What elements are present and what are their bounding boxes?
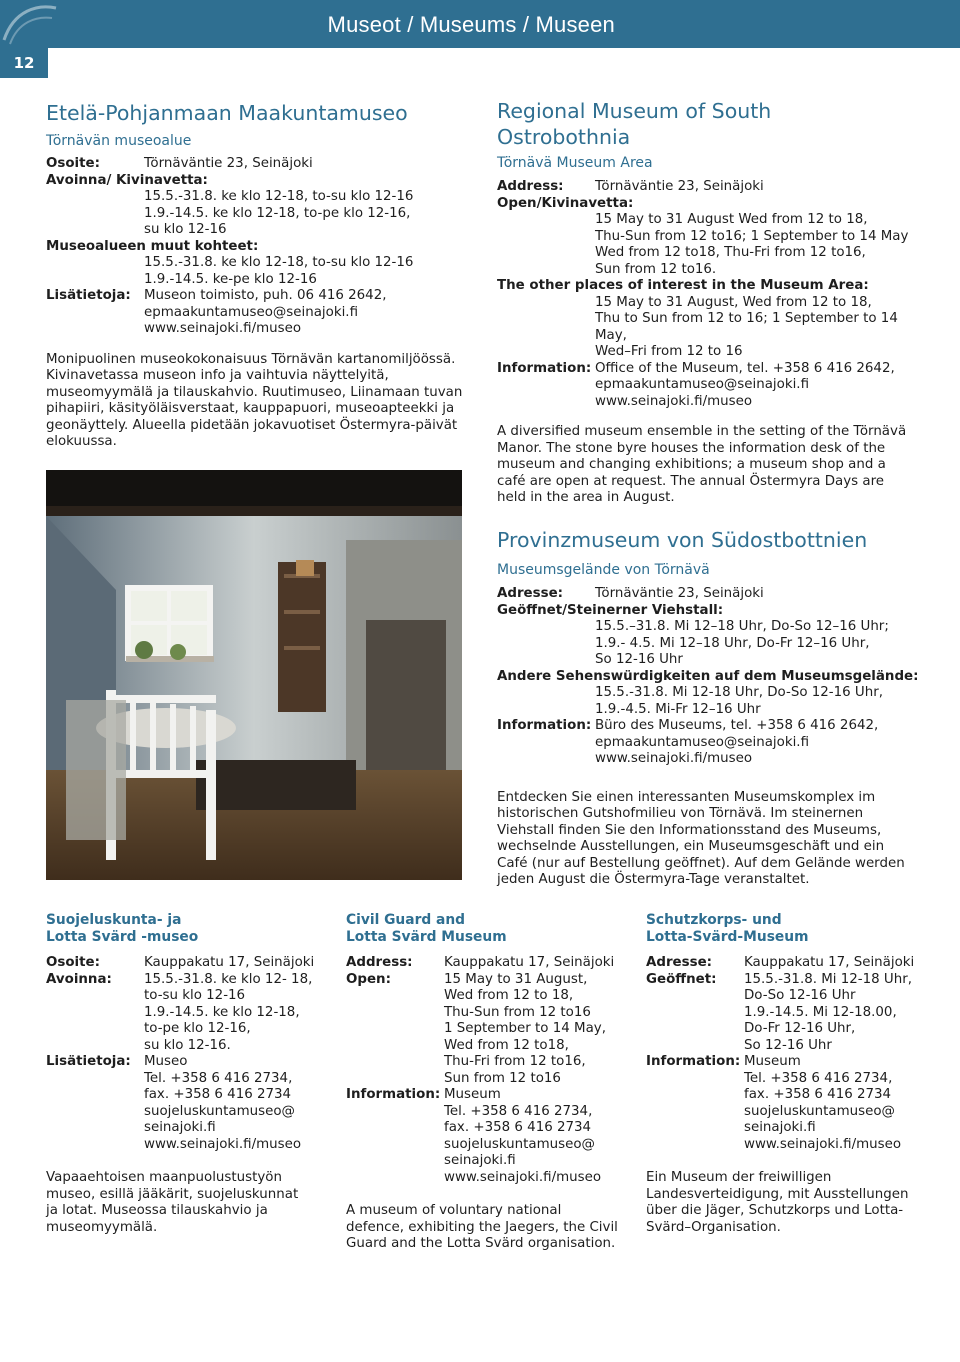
fi-main-section: [46, 100, 466, 451]
fi-info-label: Lisätietoja:: [46, 288, 131, 303]
en2-title-line: Civil Guard and: [346, 912, 466, 928]
fi2-info-line: fax. +358 6 416 2734: [144, 1087, 292, 1102]
en-other-line: 15 May to 31 August, Wed from 12 to 18,: [595, 294, 872, 310]
en2-description: A museum of voluntary national defence, exhibiting the Jaegers, the Civil Guard and the Lotta Svärd organisation.: [346, 1203, 618, 1251]
fi-info-lines: [144, 288, 466, 338]
de2-title: [646, 912, 936, 946]
fi2-title: [46, 912, 316, 946]
fi-open-line: su klo 12-16: [144, 222, 227, 237]
fi2-info-line: Museo: [144, 1054, 188, 1069]
de-other-label: Andere Sehenswürdigkeiten auf dem Museumsgelände:: [497, 668, 919, 684]
en-open-line: Thu-Sun from 12 to16; 1 September to 14 May: [595, 228, 909, 244]
en2-open-line: Wed from 12 to 18,: [444, 988, 574, 1003]
fi2-section: [46, 912, 316, 1236]
de-subtitle: Museumsgelände von Törnävä: [497, 562, 710, 578]
de-info-email-link[interactable]: epmaakuntamuseo@seinajoki.fi: [595, 734, 810, 750]
fi-other-label: Museoalueen muut kohteet:: [46, 238, 259, 254]
en2-info-line: fax. +358 6 416 2734: [444, 1120, 592, 1135]
museum-interior-image: [46, 470, 462, 880]
de2-open-line: Do-So 12-16 Uhr: [744, 988, 856, 1003]
en-open-line: Wed from 12 to18, Thu-Fri from 12 to16,: [595, 245, 866, 260]
page-title: Museot / Museums / Museen: [327, 12, 615, 37]
de-address-label: Adresse:: [497, 586, 564, 601]
en2-info-line: Museum: [444, 1087, 501, 1102]
fi2-info-label: Lisätietoja:: [46, 1054, 131, 1069]
fi2-description: Vapaaehtoisen maanpuolustustyön museo, esillä jääkärit, suojeluskunnat ja lotat. Museossa tilauskahvio ja museomyymälä.: [46, 1170, 299, 1235]
en2-info-email-link[interactable]: seinajoki.fi: [444, 1153, 516, 1168]
de-info-web-link[interactable]: www.seinajoki.fi/museo: [595, 751, 753, 766]
en2-info-lines: [444, 1087, 626, 1186]
en-info-line: Office of the Museum, tel. +358 6 416 2642,: [595, 360, 895, 376]
de-info-lines: [595, 718, 927, 768]
fi-open-line: 1.9.-14.5. ke klo 12-18, to-pe klo 12-16,: [144, 205, 411, 221]
fi2-info-email-link[interactable]: seinajoki.fi: [144, 1120, 216, 1135]
museum-interior-photo: [46, 470, 462, 880]
de2-address-label: Adresse:: [646, 955, 713, 970]
de-open-line: 15.5.–31.8. Mi 12–18 Uhr, Do-So 12–16 Uhr;: [595, 619, 889, 634]
en2-section: [346, 912, 626, 1253]
en2-info-row: [346, 1087, 626, 1186]
en2-title: [346, 912, 626, 946]
en-info-email-link[interactable]: epmaakuntamuseo@seinajoki.fi: [595, 377, 810, 392]
de2-open-lines: [744, 972, 936, 1055]
fi2-title-line: Lotta Svärd -museo: [46, 929, 199, 945]
en2-info-line: Tel. +358 6 416 2734,: [444, 1103, 593, 1119]
de2-info-email-link[interactable]: seinajoki.fi: [744, 1120, 816, 1135]
fi2-info-email-link[interactable]: suojeluskuntamuseo@: [144, 1103, 295, 1119]
de2-address-row: [646, 955, 936, 972]
en-open-line: 15 May to 31 August Wed from 12 to 18,: [595, 212, 868, 227]
fi-open-lines: [46, 189, 466, 239]
en-description: A diversified museum ensemble in the setting of the Törnävä Manor. The stone byre houses the information desk of the museum and changing exhibitions; a museum shop and a café are open at request. The annual Östermyra Days are held in the area in August.: [497, 424, 907, 505]
en-other-line: Thu to Sun from 12 to 16; 1 September to 14 May,: [595, 311, 898, 343]
fi2-title-line: Suojeluskunta- ja: [46, 912, 182, 928]
page-number: 12: [0, 48, 48, 78]
en-title-line: Regional Museum of South: [497, 99, 772, 123]
de-open-lines: [497, 619, 927, 669]
de2-title-line: Lotta-Svärd-Museum: [646, 929, 809, 945]
de-info-label: Information:: [497, 718, 592, 733]
en-info-row: [497, 361, 927, 411]
de2-info-line: fax. +358 6 416 2734: [744, 1087, 892, 1102]
fi2-open-lines: [144, 972, 316, 1055]
en-address-label: Address:: [497, 179, 564, 194]
fi2-info-line: Tel. +358 6 416 2734,: [144, 1070, 293, 1086]
en-info-web-link[interactable]: www.seinajoki.fi/museo: [595, 393, 753, 409]
fi2-open-line: su klo 12-16.: [144, 1037, 231, 1053]
de2-open-line: Do-Fr 12-16 Uhr,: [744, 1021, 856, 1036]
de2-title-line: Schutzkorps- und: [646, 912, 782, 928]
fi2-address-row: [46, 955, 316, 972]
de-description: Entdecken Sie einen interessanten Museumskomplex im historischen Gutshofmilieu von Törnävä. Im steinernen Viehstall finden Sie den Informationsstand des Museums, wechselnde Ausstellungen, ein Museumsgeschäft und ein Café (nur auf Bestellung geöffnet). Auf dem Gelände werden jeden August die Östermyra-Tage veranstaltet.: [497, 789, 905, 887]
fi-info-line: Museon toimisto, puh. 06 416 2642,: [144, 288, 387, 303]
en-other-lines: [497, 295, 927, 361]
fi-subtitle: Törnävän museoalue: [46, 133, 192, 149]
en2-open-line: Thu-Sun from 12 to16: [444, 1004, 591, 1020]
fi-other-line: 15.5.-31.8. ke klo 12-18, to-su klo 12-16: [144, 255, 414, 270]
fi-info-row: [46, 288, 466, 338]
de-open-label: Geöffnet/Steinerner Viehstall:: [497, 602, 724, 618]
de-other-line: 15.5.-31.8. Mi 12-18 Uhr, Do-So 12-16 Uhr,: [595, 685, 883, 700]
en2-title-line: Lotta Svärd Museum: [346, 929, 507, 945]
en-info-label: Information:: [497, 360, 592, 376]
header-bar: [0, 0, 960, 48]
en-title: [497, 98, 927, 150]
en-address-value: Törnäväntie 23, Seinäjoki: [595, 179, 764, 194]
en-title-line: Ostrobothnia: [497, 125, 631, 149]
fi-address-value: Törnäväntie 23, Seinäjoki: [144, 156, 313, 171]
de-title: Provinzmuseum von Südostbottnien: [497, 528, 868, 552]
fi2-open-line: 15.5.-31.8. ke klo 12- 18,: [144, 971, 313, 987]
de-other-line: 1.9.-4.5. Mi-Fr 12–16 Uhr: [595, 701, 761, 717]
de2-info-line: Museum: [744, 1054, 801, 1069]
en-other-label: The other places of interest in the Museum Area:: [497, 278, 869, 293]
de-address-value: Törnäväntie 23, Seinäjoki: [595, 586, 764, 601]
de2-info-line: Tel. +358 6 416 2734,: [744, 1070, 893, 1086]
de2-open-line: So 12-16 Uhr: [744, 1037, 832, 1053]
en2-address-row: [346, 955, 626, 972]
en2-open-line: Wed from 12 to18,: [444, 1037, 569, 1053]
de-other-lines: [497, 685, 927, 718]
en2-open-line: Thu-Fri from 12 to16,: [444, 1054, 586, 1069]
fi2-open-line: 1.9.-14.5. ke klo 12-18,: [144, 1004, 300, 1020]
fi-other-lines: [46, 255, 466, 288]
en2-open-line: 1 September to 14 May,: [444, 1021, 606, 1036]
de2-open-label: Geöffnet:: [646, 971, 717, 987]
fi-address-label: Osoite:: [46, 156, 100, 171]
fi2-open-label: Avoinna:: [46, 971, 112, 987]
de2-info-email-link[interactable]: suojeluskuntamuseo@: [744, 1103, 895, 1119]
en-info-lines: [595, 361, 927, 411]
en-other-line: Wed–Fri from 12 to 16: [595, 344, 743, 359]
fi-title: Etelä-Pohjanmaan Maakuntamuseo: [46, 101, 408, 125]
en-open-lines: [497, 212, 927, 278]
fi-info-email-link[interactable]: epmaakuntamuseo@seinajoki.fi: [144, 304, 359, 320]
de2-open-line: 15.5.-31.8. Mi 12-18 Uhr,: [744, 971, 912, 987]
de-info-row: [497, 718, 927, 768]
fi2-info-row: [46, 1054, 316, 1153]
en2-open-line: 15 May to 31 August,: [444, 971, 588, 987]
fi2-open-line: to-su klo 12-16: [144, 988, 246, 1003]
en-open-line: Sun from 12 to16.: [595, 261, 717, 277]
en2-info-email-link[interactable]: suojeluskuntamuseo@: [444, 1136, 595, 1152]
de2-address-value: Kauppakatu 17, Seinäjoki: [744, 955, 915, 970]
de2-open-row: [646, 972, 936, 1055]
en2-open-row: [346, 972, 626, 1088]
de-main-section: [497, 527, 927, 889]
de2-info-web-link[interactable]: www.seinajoki.fi/museo: [744, 1136, 902, 1152]
fi-open-line: 15.5.-31.8. ke klo 12-18, to-su klo 12-16: [144, 189, 414, 204]
fi-address-row: [46, 156, 466, 173]
fi2-info-web-link[interactable]: www.seinajoki.fi/museo: [144, 1136, 302, 1152]
fi-info-web-link[interactable]: www.seinajoki.fi/museo: [144, 321, 302, 336]
de-address-row: [497, 586, 927, 603]
en2-open-lines: [444, 972, 626, 1088]
en2-open-line: Sun from 12 to16: [444, 1070, 561, 1086]
fi2-open-line: to-pe klo 12-16,: [144, 1021, 251, 1036]
fi2-info-lines: [144, 1054, 316, 1153]
en2-open-label: Open:: [346, 971, 391, 987]
en2-address-label: Address:: [346, 955, 413, 970]
de-info-line: Büro des Museums, tel. +358 6 416 2642,: [595, 718, 879, 733]
fi2-open-row: [46, 972, 316, 1055]
en-address-row: [497, 179, 927, 196]
en2-info-label: Information:: [346, 1087, 441, 1102]
de2-section: [646, 912, 936, 1236]
de2-description: Ein Museum der freiwilligen Landesverteidigung, mit Ausstellungen über die Jäger, Schutzkorps und Lotta-Svärd–Organisation.: [646, 1170, 909, 1235]
de2-info-row: [646, 1054, 936, 1153]
de2-info-label: Information:: [646, 1054, 741, 1069]
fi-open-label: Avoinna/ Kivinavetta:: [46, 172, 208, 188]
fi-other-line: 1.9.-14.5. ke-pe klo 12-16: [144, 271, 317, 287]
fi2-address-value: Kauppakatu 17, Seinäjoki: [144, 955, 315, 970]
swirl-decoration-icon: [0, 0, 60, 48]
fi-description: Monipuolinen museokokonaisuus Törnävän kartanomiljöössä. Kivinavetassa museon info ja vaihtuvia näyttelyitä, museomyymälä ja tilauskahvio. Ruutimuseo, Liinamaan tuvan pihapiiri, käsityöläisverstaat, kauppapuori, museoapteekki ja geonäyttely. Alueella pidetään jokavuotiset Östermyra-päivät elokuussa.: [46, 351, 463, 449]
en2-address-value: Kauppakatu 17, Seinäjoki: [444, 955, 615, 970]
de-open-line: 1.9.- 4.5. Mi 12–18 Uhr, Do-Fr 12–16 Uhr,: [595, 635, 870, 651]
de2-info-lines: [744, 1054, 936, 1153]
fi2-address-label: Osoite:: [46, 955, 100, 970]
en-open-label: Open/Kivinavetta:: [497, 195, 634, 211]
en-main-section: [497, 98, 927, 507]
en-subtitle: Törnävä Museum Area: [497, 155, 653, 171]
en2-info-web-link[interactable]: www.seinajoki.fi/museo: [444, 1169, 602, 1185]
de-open-line: So 12-16 Uhr: [595, 652, 683, 667]
de2-open-line: 1.9.-14.5. Mi 12-18.00,: [744, 1004, 897, 1020]
